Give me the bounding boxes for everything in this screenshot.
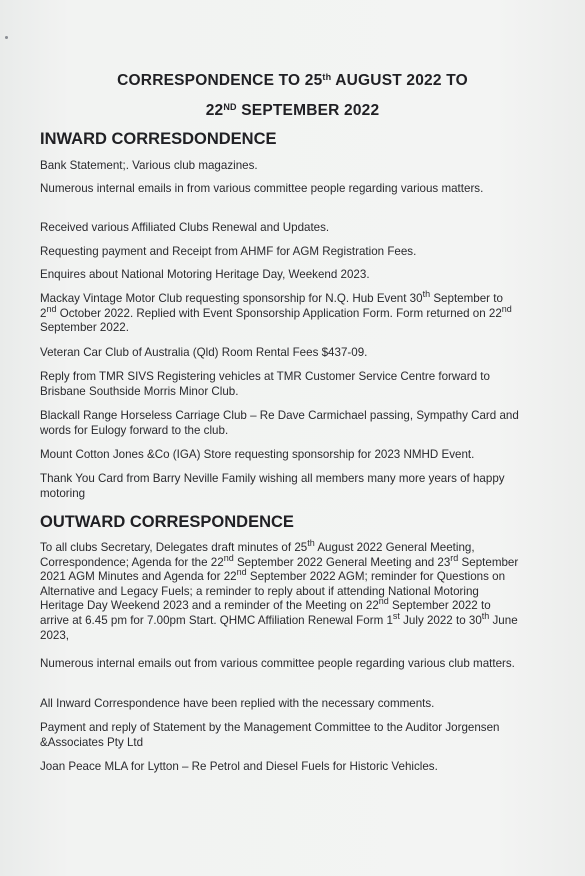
outward-heading: OUTWARD CORRESPONDENCE — [40, 513, 294, 531]
punch-mark — [5, 36, 8, 39]
inward-paragraph: Reply from TMR SIVS Registering vehicles at TMR Customer Service Centre forward to Brisbane Southside Morris Minor Club. — [40, 370, 490, 398]
inward-paragraph: Enquires about National Motoring Heritage Day, Weekend 2023. — [40, 268, 370, 281]
text-run: To all clubs Secretary, Delegates draft minutes of 25 — [40, 541, 308, 554]
title-text: CORRESPONDENCE TO 25 — [117, 72, 323, 89]
outward-paragraph: Payment and reply of Statement by the Management Committee to the Auditor Jorgensen &Associates Pty Ltd — [40, 721, 500, 749]
superscript: nd — [501, 303, 512, 314]
superscript: th — [422, 289, 431, 299]
superscript: th — [307, 538, 315, 548]
inward-paragraph: Blackall Range Horseless Carriage Club – Re Dave Carmichael passing, Sympathy Card and words for Eulogy forward to the club. — [40, 409, 519, 437]
text-run: September 2022 General Meeting and 23 — [233, 555, 451, 569]
text-run: September 2022 AGM; reminder for Questions on Alternative and Legacy Fuels; a reminder to reply about if attending National Motoring Heritage Day Weekend 2023 and a reminder of the Meeting on 22 — [40, 570, 506, 613]
text-run: October 2022. Replied with Event Sponsorship Application Form. Form returned on 22 — [56, 306, 502, 320]
text-run: September to 2 — [40, 292, 503, 320]
superscript: nd — [236, 567, 247, 578]
outward-paragraph: Numerous internal emails out from various committee people regarding various club matters. — [40, 657, 515, 670]
superscript: nd — [223, 552, 234, 563]
superscript: nd — [46, 303, 57, 314]
inward-paragraph: Numerous internal emails in from various committee people regarding various matters. — [40, 182, 484, 195]
text-run: September 2022. — [40, 321, 129, 335]
outward-paragraph: All Inward Correspondence have been replied with the necessary comments. — [40, 697, 435, 710]
text-run: June 2023, — [40, 613, 518, 642]
superscript: st — [392, 610, 400, 621]
text-run: July 2022 to 30 — [399, 613, 482, 627]
title-text: SEPTEMBER 2022 — [236, 102, 380, 119]
outward-paragraph — [40, 538, 520, 643]
outward-paragraph: Joan Peace MLA for Lytton – Re Petrol and Diesel Fuels for Historic Vehicles. — [40, 760, 438, 773]
document-title-line-2 — [0, 102, 585, 120]
title-superscript: ND — [223, 102, 237, 112]
inward-paragraph: Requesting payment and Receipt from AHMF for AGM Registration Fees. — [40, 245, 417, 258]
inward-paragraph — [40, 289, 520, 336]
text-run: Mackay Vintage Motor Club requesting sponsorship for N.Q. Hub Event 30 — [40, 292, 423, 305]
inward-heading: INWARD CORRESDONDENCE — [40, 130, 277, 148]
inward-paragraph: Thank You Card from Barry Neville Family wishing all members many more years of happy motoring — [40, 472, 505, 500]
inward-paragraph: Bank Statement;. Various club magazines. — [40, 159, 258, 172]
text-run: September 2021 AGM Minutes and Agenda for 22 — [40, 555, 519, 584]
text-run: September 2022 to arrive at 6.45 pm for 7.00pm Start. QHMC Affiliation Renewal Form 1 — [40, 599, 491, 627]
document-title-line-1 — [0, 72, 585, 90]
title-text: AUGUST 2022 TO — [331, 72, 468, 89]
superscript: rd — [450, 552, 459, 563]
title-text: 22 — [205, 102, 224, 119]
inward-paragraph: Veteran Car Club of Australia (Qld) Room Rental Fees $437-09. — [40, 346, 368, 359]
title-superscript: th — [322, 72, 332, 82]
text-run: August 2022 General Meeting, Correspondence; Agenda for the 22 — [40, 541, 475, 569]
inward-paragraph: Received various Affiliated Clubs Renewal and Updates. — [40, 221, 330, 234]
superscript: th — [481, 610, 490, 621]
inward-paragraph: Mount Cotton Jones &Co (IGA) Store requesting sponsorship for 2023 NMHD Event. — [40, 448, 475, 461]
superscript: nd — [378, 596, 389, 607]
